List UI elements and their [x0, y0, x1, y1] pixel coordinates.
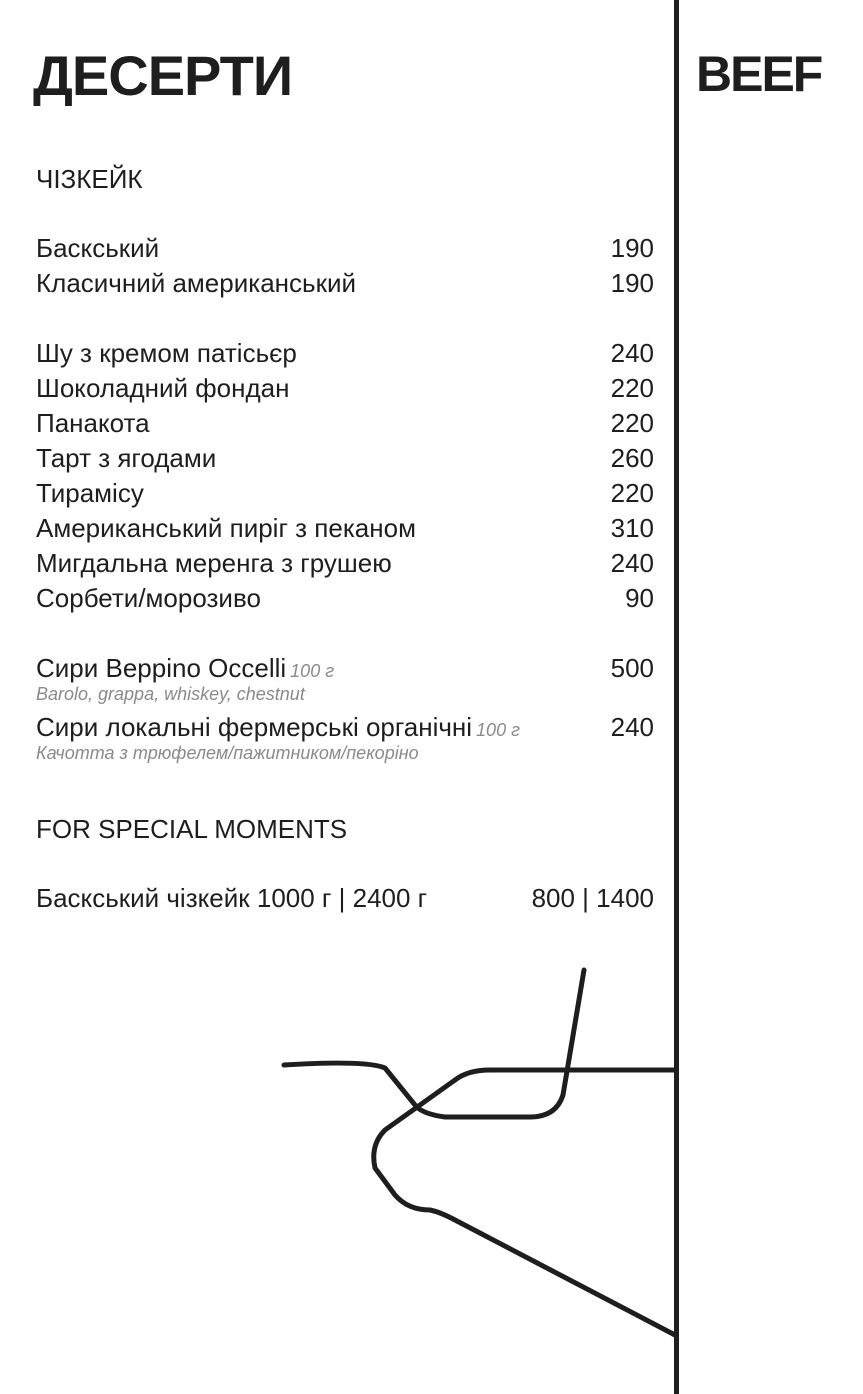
menu-item-name: Американський пиріг з пеканом: [36, 513, 416, 543]
menu-item-name: Сорбети/морозиво: [36, 583, 261, 613]
menu-item-name: Тарт з ягодами: [36, 443, 217, 473]
menu-item-name: Шу з кремом патісьєр: [36, 338, 297, 368]
brand-logo: BEEF: [696, 46, 822, 102]
menu-item-name: Сири Beppino Occelli: [36, 653, 287, 683]
menu-item-price: 90: [625, 583, 654, 613]
menu-item-price: 500: [610, 653, 654, 683]
menu-item-price: 190: [610, 268, 654, 298]
menu-item-price: 310: [610, 513, 654, 543]
menu-item-price: 190: [610, 233, 654, 263]
cheesecake-section-title: ЧІЗКЕЙК: [36, 164, 143, 194]
menu-item-name: Тирамісу: [36, 478, 144, 508]
special-section-title: FOR SPECIAL MOMENTS: [36, 814, 348, 844]
menu-item-name: Класичний американський: [36, 268, 356, 298]
menu-item-price: 240: [610, 712, 654, 742]
menu-item-name: Панакота: [36, 408, 150, 438]
menu-item-price: 800 | 1400: [531, 883, 654, 913]
menu-item-name: Баскський чізкейк 1000 г | 2400 г: [36, 883, 428, 913]
menu-item-note: Качотта з трюфелем/пажитником/пекоріно: [36, 743, 419, 763]
menu-item-price: 260: [610, 443, 654, 473]
menu-item-price: 220: [610, 373, 654, 403]
menu-item-name: Сири локальні фермерські органічні: [36, 712, 473, 742]
menu-item-note: Barolo, grappa, whiskey, chestnut: [36, 684, 305, 704]
menu-item-name: Баскський: [36, 233, 160, 263]
page-title: ДЕСЕРТИ: [33, 44, 293, 107]
menu-item-price: 240: [610, 548, 654, 578]
menu-item-name: Мигдальна меренга з грушею: [36, 548, 392, 578]
menu-item-weight: 100 г: [290, 661, 335, 681]
menu-item-name: Шоколадний фондан: [36, 373, 290, 403]
menu-item-price: 240: [610, 338, 654, 368]
menu-item-price: 220: [610, 408, 654, 438]
menu-item-weight: 100 г: [476, 720, 520, 740]
menu-item-price: 220: [610, 478, 654, 508]
